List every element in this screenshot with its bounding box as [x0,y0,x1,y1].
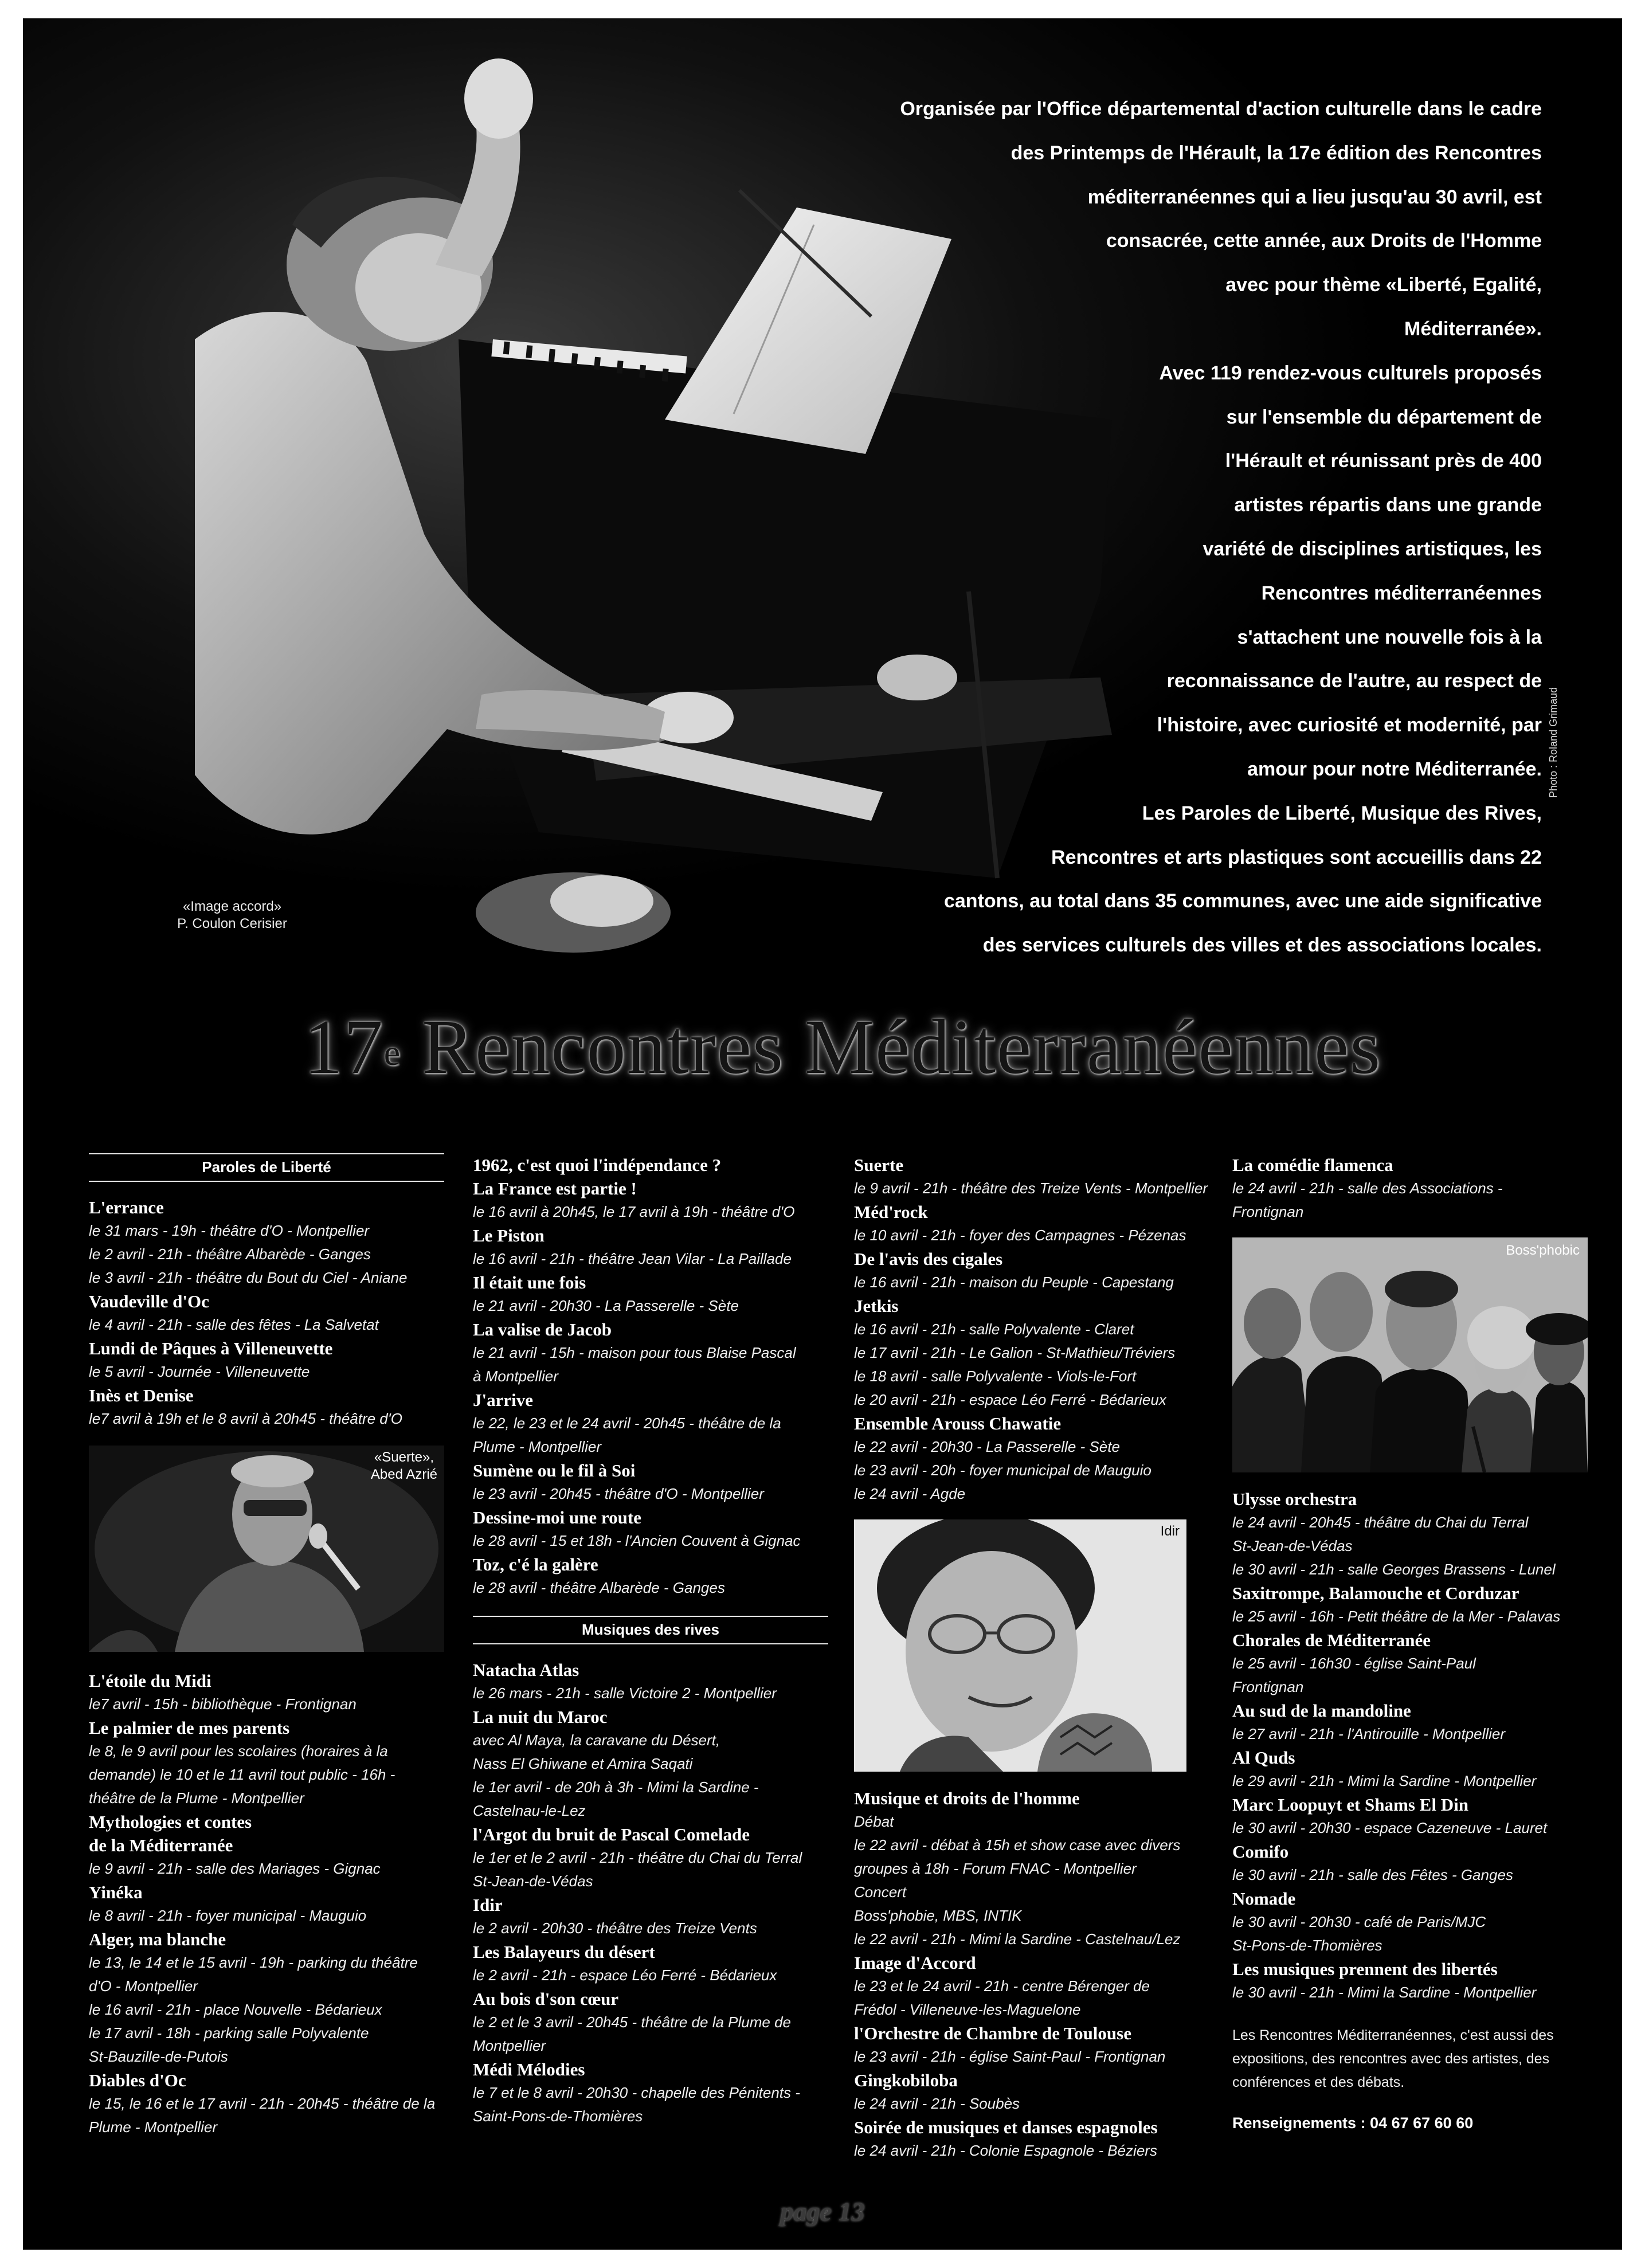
event-title: L'étoile du Midi [89,1671,211,1691]
event-detail: Plume - Montpellier [89,2118,217,2136]
event-detail: le 18 avril - salle Polyvalente - Viols-le-Fort [854,1368,1137,1385]
column-paroles-cont [473,1153,828,2128]
event-detail: le 30 avril - 20h30 - espace Cazeneuve - Lauret [1232,1819,1548,1836]
intro-line: sur l'ensemble du département de [1226,406,1542,428]
photo-suerte [89,1446,444,1652]
event-title: Dessine-moi une route [473,1507,641,1527]
event-entry [854,1294,1215,1412]
event-entry [473,1153,828,1177]
event-list [473,1658,828,2128]
event-detail: le 16 avril à 20h45, le 17 avril à 19h - théâtre d'O [473,1203,795,1220]
event-title: Natacha Atlas [473,1660,579,1680]
event-entry [473,1940,828,1987]
event-detail: le 30 avril - 21h - salle Georges Brassens - Lunel [1232,1561,1556,1578]
event-detail: théâtre de la Plume - Montpellier [89,1789,304,1807]
event-detail: Montpellier [473,2037,546,2054]
event-detail: le 24 avril - 20h45 - théâtre du Chai du Terral [1232,1514,1529,1531]
event-detail: le 23 et le 24 avril - 21h - centre Bérenger de [854,1977,1150,1995]
event-detail: le 28 avril - 15 et 18h - l'Ancien Couvent à Gignac [473,1532,801,1549]
event-list [1232,1153,1593,1224]
event-title: Médi Mélodies [473,2059,585,2079]
event-detail: le 3 avril - 21h - théâtre du Bout du Ciel - Aniane [89,1269,408,1286]
page-number: page 13 [780,2197,865,2226]
event-detail: le 2 avril - 20h30 - théâtre des Treize Vents [473,1920,757,1937]
intro-line: reconnaissance de l'autre, au respect de [1166,670,1542,692]
event-detail: le 23 avril - 21h - église Saint-Paul - Frontignan [854,2048,1166,2065]
photo-bossphobic [1232,1237,1588,1472]
photo-credit: Photo : Roland Grimaud [1548,687,1559,798]
event-detail: le 2 avril - 21h - espace Léo Ferré - Bédarieux [473,1967,777,1984]
event-entry [1232,1153,1593,1224]
event-entry [854,1153,1215,1200]
intro-line: artistes répartis dans une grande [1234,494,1542,516]
event-title: Lundi de Pâques à Villeneuvette [89,1338,333,1358]
event-entry [1232,1628,1593,1699]
title-number: 17 [303,1004,384,1090]
event-title: l'Argot du bruit de Pascal Comelade [473,1824,750,1844]
event-title: Saxitrompe, Balamouche et Corduzar [1232,1583,1519,1603]
event-entry [89,1881,444,1928]
event-detail: St-Jean-de-Védas [1232,1537,1353,1554]
event-detail: le 24 avril - 21h - Soubès [854,2095,1020,2112]
suerte-caption [371,1449,437,1483]
event-detail: le 9 avril - 21h - salle des Mariages - Gignac [89,1860,381,1877]
intro-line: variété de disciplines artistiques, les [1203,538,1542,560]
event-title: La comédie flamenca [1232,1155,1393,1175]
event-title: La valise de Jacob [473,1319,612,1339]
event-title: Diables d'Oc [89,2070,186,2090]
event-detail: Débat [854,1813,894,1830]
event-entry [89,1290,444,1337]
idir-image [854,1519,1186,1772]
event-detail: d'O - Montpellier [89,1977,198,1995]
event-list [473,1153,828,1600]
event-detail: le 30 avril - 20h30 - café de Paris/MJC [1232,1913,1486,1930]
event-entry [473,1318,828,1388]
event-detail: le 30 avril - 21h - salle des Fêtes - Ganges [1232,1866,1513,1883]
event-entry [473,1459,828,1506]
event-detail: le 17 avril - 21h - Le Galion - St-Mathieu/Tréviers [854,1344,1176,1361]
intro-line: Rencontres et arts plastiques sont accueillis dans 22 [1051,846,1542,868]
event-title: Image d'Accord [854,1953,976,1973]
event-title: La nuit du Maroc [473,1707,608,1727]
intro-line: s'attachent une nouvelle fois à la [1237,626,1542,648]
event-list [854,1153,1215,1506]
event-detail: le 28 avril - théâtre Albarède - Ganges [473,1579,725,1596]
event-title: Les Balayeurs du désert [473,1942,655,1962]
event-entry [89,2069,444,2139]
event-detail: le 9 avril - 21h - théâtre des Treize Vents - Montpellier [854,1180,1208,1197]
event-detail: à Montpellier [473,1368,558,1385]
event-detail: le 13, le 14 et le 15 avril - 19h - parking du théâtre [89,1954,418,1971]
event-detail: St-Pons-de-Thomières [1232,1937,1382,1954]
intro-line: Avec 119 rendez-vous culturels proposés [1159,362,1542,384]
photo-caption-title: «Image accord» [182,899,282,914]
event-entry [854,2022,1215,2069]
event-title: Méd'rock [854,1202,928,1222]
event-detail: le 24 avril - 21h - Colonie Espagnole - Béziers [854,2142,1157,2159]
event-detail: le 7 et le 8 avril - 20h30 - chapelle des Pénitents - [473,2084,800,2101]
event-detail: le 24 avril - Agde [854,1485,966,1502]
event-entry [473,1553,828,1600]
event-detail: le 21 avril - 15h - maison pour tous Blaise Pascal [473,1344,796,1361]
event-title: Idir [473,1895,503,1915]
event-detail: le 25 avril - 16h - Petit théâtre de la Mer - Palavas [1232,1608,1561,1625]
event-detail: St-Jean-de-Védas [473,1873,593,1890]
event-title: l'Orchestre de Chambre de Toulouse [854,2023,1131,2043]
event-detail: Concert [854,1883,907,1901]
suerte-caption-artist: Abed Azrié [370,1467,437,1482]
photo-idir [854,1519,1186,1772]
event-entry [1232,1487,1593,1581]
column-musiques-cont [1232,1153,1593,2135]
event-title: L'errance [89,1197,164,1217]
event-detail: Frontignan [1232,1203,1304,1220]
event-entry [473,2058,828,2128]
event-title: Alger, ma blanche [89,1929,226,1949]
event-detail: le 15, le 16 et le 17 avril - 21h - 20h45 - théâtre de la [89,2095,436,2112]
event-entry [854,1787,1215,1951]
event-list [89,1196,444,1431]
event-detail: St-Bauzille-de-Putois [89,2048,228,2065]
event-detail: le7 avril - 15h - bibliothèque - Frontignan [89,1695,357,1713]
event-detail: le 23 avril - 20h45 - théâtre d'O - Montpellier [473,1485,764,1502]
event-detail: le 21 avril - 20h30 - La Passerelle - Sète [473,1297,739,1314]
event-title: Chorales de Méditerranée [1232,1630,1431,1650]
event-title: Sumène ou le fil à Soi [473,1460,636,1480]
event-title: Mythologies et contes [89,1812,252,1832]
event-detail: le 2 et le 3 avril - 20h45 - théâtre de la Plume de [473,2014,791,2031]
event-title: Le Piston [473,1225,545,1245]
info-phone: Renseignements : 04 67 67 60 60 [1232,2114,1474,2132]
event-entry [1232,1746,1593,1793]
event-detail: le 23 avril - 20h - foyer municipal de Mauguio [854,1462,1152,1479]
event-entry [473,1224,828,1271]
event-detail: le 8 avril - 21h - foyer municipal - Mauguio [89,1907,367,1924]
intro-line: des Printemps de l'Hérault, la 17e édition des Rencontres [1010,142,1542,164]
event-detail: le 16 avril - 21h - maison du Peuple - Capestang [854,1274,1174,1291]
event-entry [89,1384,444,1431]
event-detail: le 1er et le 2 avril - 21h - théâtre du Chai du Terral [473,1849,802,1866]
event-list [854,1787,1215,2163]
section-heading-paroles: Paroles de Liberté [89,1153,444,1182]
event-detail: Frédol - Villeneuve-les-Maguelone [854,2001,1081,2018]
event-detail: le 22 avril - 21h - Mimi la Sardine - Castelnau/Lez [854,1930,1181,1948]
event-detail: le 26 mars - 21h - salle Victoire 2 - Montpellier [473,1685,777,1702]
event-detail: avec Al Maya, la caravane du Désert, [473,1732,720,1749]
event-detail: le 27 avril - 21h - l'Antirouille - Montpellier [1232,1725,1506,1742]
event-entry [473,1271,828,1318]
event-detail: le 30 avril - 21h - Mimi la Sardine - Montpellier [1232,1984,1537,2001]
event-title: Soirée de musiques et danses espagnoles [854,2117,1158,2137]
event-entry [1232,1581,1593,1628]
event-entry [89,1196,444,1290]
event-detail: le 22 avril - 20h30 - La Passerelle - Sète [854,1438,1120,1455]
event-entry [1232,1699,1593,1746]
intro-line: Organisée par l'Office départemental d'action culturelle dans le cadre [900,98,1542,120]
intro-line: cantons, au total dans 35 communes, avec une aide significative [943,890,1542,912]
event-detail: le7 avril à 19h et le 8 avril à 20h45 - théâtre d'O [89,1410,402,1427]
event-entry [1232,1887,1593,1957]
intro-line: Méditerranée». [1404,318,1542,340]
event-detail: le 31 mars - 19h - théâtre d'O - Montpellier [89,1222,370,1239]
event-title: Vaudeville d'Oc [89,1291,209,1311]
event-title: Jetkis [854,1296,899,1316]
event-title: De l'avis des cigales [854,1249,1003,1269]
event-detail: le 16 avril - 21h - salle Polyvalente - Claret [854,1321,1134,1338]
event-title: Le palmier de mes parents [89,1718,290,1738]
event-title: Il était une fois [473,1272,586,1292]
bossphobic-image [1232,1237,1588,1472]
event-entry [473,1893,828,1940]
event-title: Nomade [1232,1889,1296,1909]
event-title: de la Méditerranée [89,1835,233,1855]
event-detail: Frontignan [1232,1678,1304,1695]
event-entry [854,1412,1215,1506]
event-entry [89,1928,444,2069]
event-detail: Saint-Pons-de-Thomières [473,2108,643,2125]
title-sup: e [383,1032,402,1073]
event-title: La France est partie ! [473,1178,637,1198]
event-entry [854,2069,1215,2116]
event-detail: Castelnau-le-Lez [473,1802,586,1819]
event-title: Comifo [1232,1842,1289,1862]
intro-line: avec pour thème «Liberté, Egalité, [1225,274,1542,296]
intro-line: Les Paroles de Liberté, Musique des Rives, [1142,802,1542,824]
event-detail: Nass El Ghiwane et Amira Saqati [473,1755,693,1772]
event-entry [854,2116,1215,2163]
event-title: Au bois d'son cœur [473,1989,619,2009]
event-detail: le 16 avril - 21h - théâtre Jean Vilar - La Paillade [473,1250,792,1267]
event-entry [1232,1793,1593,1840]
column-paroles [89,1153,444,2139]
event-entry [473,1506,828,1553]
event-detail: le 20 avril - 21h - espace Léo Ferré - Bédarieux [854,1391,1166,1408]
intro-line: l'Hérault et réunissant près de 400 [1225,450,1542,472]
event-entry [854,1951,1215,2022]
event-detail: le 22, le 23 et le 24 avril - 20h45 - théâtre de la [473,1415,781,1432]
info-note: Les Rencontres Méditerranéennes, c'est aussi des expositions, des rencontres avec des artistes, des conférences et des débats. [1232,2027,1554,2090]
event-detail: le 1er avril - de 20h à 3h - Mimi la Sardine - [473,1779,759,1796]
event-entry [854,1200,1215,1247]
event-detail: le 17 avril - 18h - parking salle Polyvalente [89,2024,369,2042]
column-musiques [854,1153,1215,2163]
event-detail: le 2 avril - 21h - théâtre Albarède - Ganges [89,1245,371,1263]
event-entry [473,1177,828,1224]
intro-line: consacrée, cette année, aux Droits de l'Homme [1106,230,1542,252]
title-text: Rencontres Méditerranéennes [401,1004,1382,1090]
event-detail: demande) le 10 et le 11 avril tout public - 16h - [89,1766,395,1783]
bossphobic-caption: Boss'phobic [1506,1243,1580,1258]
event-detail: le 24 avril - 21h - salle des Associations - [1232,1180,1503,1197]
intro-line: méditerranéennes qui a lieu jusqu'au 30 avril, est [1087,186,1542,208]
intro-line: Rencontres méditerranéennes [1261,582,1542,604]
event-title: Inès et Denise [89,1385,194,1405]
photo-caption-author: P. Coulon Cerisier [177,916,287,931]
intro-text [739,87,1542,967]
event-entry [473,1987,828,2058]
event-title: 1962, c'est quoi l'indépendance ? [473,1155,722,1175]
section-heading-musiques: Musiques des rives [473,1616,828,1644]
event-title: Yinéka [89,1882,143,1902]
event-detail: Boss'phobie, MBS, INTIK [854,1907,1022,1924]
event-title: Ensemble Arouss Chawatie [854,1413,1062,1433]
event-title: Toz, c'é la galère [473,1554,598,1574]
event-entry [1232,1957,1593,2004]
event-title: Les musiques prennent des libertés [1232,1959,1498,1979]
event-entry [473,1658,828,1705]
event-detail: groupes à 18h - Forum FNAC - Montpellier [854,1860,1137,1877]
event-title: Au sud de la mandoline [1232,1701,1411,1721]
event-title: Marc Loopuyt et Shams El Din [1232,1795,1468,1815]
event-title: Ulysse orchestra [1232,1489,1357,1509]
event-detail: le 22 avril - débat à 15h et show case avec divers [854,1836,1181,1854]
event-entry [89,1337,444,1384]
event-detail: le 4 avril - 21h - salle des fêtes - La Salvetat [89,1316,379,1333]
event-list [89,1669,444,2139]
event-entry [89,1834,444,1881]
event-detail: le 10 avril - 21h - foyer des Campagnes - Pézenas [854,1227,1186,1244]
event-entry [473,1823,828,1893]
event-entry [89,1810,444,1834]
event-entry [89,1716,444,1810]
event-entry [473,1388,828,1459]
event-detail: le 8, le 9 avril pour les scolaires (horaires à la [89,1742,388,1760]
event-detail: le 16 avril - 21h - place Nouvelle - Bédarieux [89,2001,382,2018]
event-title: J'arrive [473,1390,534,1410]
event-title: Musique et droits de l'homme [854,1788,1080,1808]
poster-page [23,18,1622,2250]
photo-caption [146,898,318,933]
event-detail: le 29 avril - 21h - Mimi la Sardine - Montpellier [1232,1772,1537,1789]
main-title [97,1001,1588,1093]
intro-line: l'histoire, avec curiosité et modernité, par [1157,714,1542,737]
event-entry [1232,1840,1593,1887]
intro-line: amour pour notre Méditerranée. [1247,758,1542,780]
event-detail: le 5 avril - Journée - Villeneuvette [89,1363,310,1380]
event-detail: Plume - Montpellier [473,1438,601,1455]
event-entry [473,1705,828,1823]
event-list [1232,1487,1593,2004]
intro-line: des services culturels des villes et des associations locales. [982,934,1542,957]
event-entry [854,1247,1215,1294]
event-detail: le 25 avril - 16h30 - église Saint-Paul [1232,1655,1476,1672]
event-title: Al Quds [1232,1748,1295,1768]
event-title: Suerte [854,1155,904,1175]
event-entry [89,1669,444,1716]
event-title: Gingkobiloba [854,2070,958,2090]
idir-caption: Idir [1160,1523,1180,1539]
suerte-caption-title: «Suerte», [374,1450,434,1465]
